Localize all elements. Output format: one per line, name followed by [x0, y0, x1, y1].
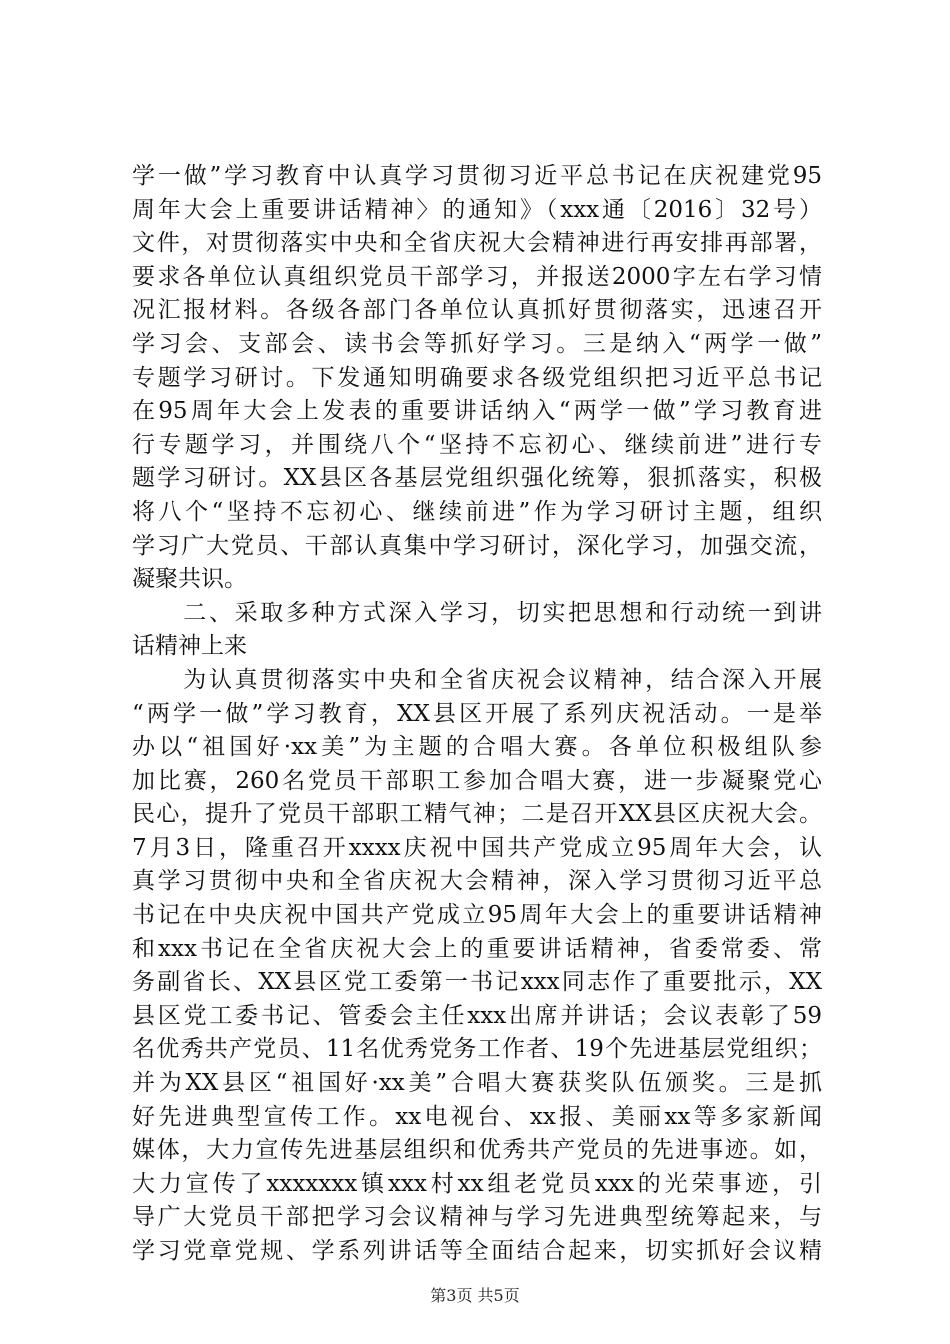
text-line: 学习党章党规、学系列讲话等全面结合起来，切实抓好会议精 [132, 1238, 822, 1264]
text-line: 要求各单位认真组织党员干部学习，并报送2000字左右学习情 [132, 263, 822, 290]
text-line: 好先进典型宣传工作。xx电视台、xx报、美丽xx等多家新闻 [132, 1103, 822, 1130]
text-line: 县区党工委书记、管委会主任xxx出席并讲话；会议表彰了59 [132, 1002, 822, 1029]
text-line: 况汇报材料。各级各部门各单位认真抓好贯彻落实，迅速召开 [132, 297, 822, 324]
text-line: 书记在中央庆祝中国共产党成立95周年大会上的重要讲话精神 [132, 902, 822, 929]
text-line: 二、采取多种方式深入学习，切实把思想和行动统一到讲 [132, 599, 822, 626]
text-line: 行专题学习，并围绕八个“坚持不忘初心、继续前进”进行专 [132, 431, 822, 458]
text-line: 学习广大党员、干部认真集中学习研讨，深化学习，加强交流， [132, 532, 822, 559]
text-line: 7月3日，隆重召开xxxx庆祝中国共产党成立95周年大会，认 [132, 834, 822, 861]
text-line: 专题学习研讨。下发通知明确要求各级党组织把习近平总书记 [132, 364, 822, 391]
text-line: 学一做”学习教育中认真学习贯彻习近平总书记在庆祝建党95 [132, 163, 822, 189]
text-line: 并为XX县区“祖国好·xx美”合唱大赛获奖队伍颁奖。三是抓 [132, 1070, 822, 1097]
text-line: 话精神上来 [132, 633, 247, 660]
text-line: 媒体，大力宣传先进基层组织和优秀共产党员的先进事迹。如， [132, 1137, 822, 1164]
text-line: “两学一做”学习教育，XX县区开展了系列庆祝活动。一是举 [132, 700, 822, 727]
text-line: 学习会、支部会、读书会等抓好学习。三是纳入“两学一做” [132, 330, 822, 357]
text-line: 导广大党员干部把学习会议精神与学习先进典型统筹起来，与 [132, 1204, 822, 1231]
text-line: 务副省长、XX县区党工委第一书记xxx同志作了重要批示，XX [132, 969, 822, 996]
text-line: 文件，对贯彻落实中央和全省庆祝大会精神进行再安排再部署， [132, 230, 822, 257]
text-line: 题学习研讨。XX县区各基层党组织强化统筹，狠抓落实，积极 [132, 465, 822, 492]
text-line: 在95周年大会上发表的重要讲话纳入“两学一做”学习教育进 [132, 398, 822, 425]
text-line: 真学习贯彻中央和全省庆祝大会精神，深入学习贯彻习近平总 [132, 868, 822, 895]
text-line: 加比赛，260名党员干部职工参加合唱大赛，进一步凝聚党心 [132, 767, 822, 794]
text-line: 为认真贯彻落实中央和全省庆祝会议精神，结合深入开展 [132, 666, 822, 693]
text-line: 办以“祖国好·xx美”为主题的合唱大赛。各单位积极组队参 [132, 734, 822, 761]
text-line: 将八个“坚持不忘初心、继续前进”作为学习研讨主题，组织 [132, 498, 822, 525]
page-footer: 第3页 共5页 [430, 1286, 520, 1305]
document-body [132, 160, 822, 1269]
text-line: 名优秀共产党员、11名优秀党务工作者、19个先进基层党组织； [132, 1036, 822, 1063]
text-line: 周年大会上重要讲话精神〉的通知》（xxx通〔2016〕32号） [132, 196, 822, 223]
text-line: 民心，提升了党员干部职工精气神；二是召开XX县区庆祝大会。 [132, 801, 822, 828]
text-line: 大力宣传了xxxxxxx镇xxx村xx组老党员xxx的光荣事迹，引 [132, 1170, 822, 1197]
text-line: 和xxx书记在全省庆祝大会上的重要讲话精神，省委常委、常 [132, 935, 822, 962]
text-line: 凝聚共识。 [132, 566, 247, 593]
